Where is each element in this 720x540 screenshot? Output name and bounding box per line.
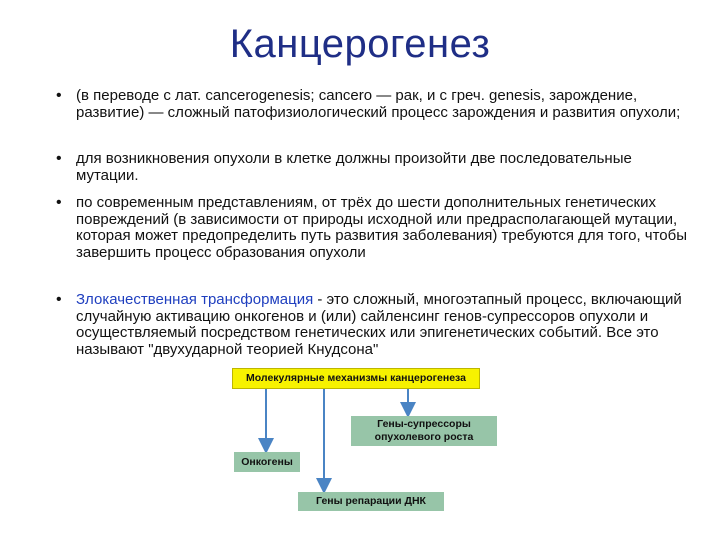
bullet-marker: •: [56, 194, 62, 211]
suppressor-line-1: Гены-супрессоры: [377, 418, 471, 430]
oncogenes-box: Онкогены: [234, 452, 300, 472]
bullet-text: для возникновения опухоли в клетке должны произойти две последовательные мутации.: [76, 150, 632, 184]
bullet-marker: •: [56, 291, 62, 308]
bullet-marker: •: [56, 150, 62, 167]
bullet-text: по современным представлениям, от трёх до шести дополнительных генетических повреждений (в зависимости от природы исходной или предрасполагающей мутации, которая может предопределить путь развития заболевания) требуются для того, чтобы завершить процесс образования опухоли: [76, 194, 688, 261]
highlight-term: Злокачественная трансформация: [76, 291, 314, 308]
suppressor-line-2: опухолевого роста: [374, 431, 474, 443]
bullet-text: (в переводе с лат. cancerogenesis; cancero — рак, и с греч. genesis, зарождение, развитие) — сложный патофизиологический процесс зарождения и развития опухоли;: [76, 87, 681, 121]
bullet-marker: •: [56, 87, 62, 104]
page-title: Канцерогенез: [229, 22, 491, 66]
suppressor-genes-box: [351, 416, 497, 446]
dna-repair-genes-box: Гены репарации ДНК: [298, 492, 444, 511]
molecular-mechanisms-box: Молекулярные механизмы канцерогенеза: [232, 368, 480, 389]
bullet-text-rest: - это сложный, многоэтапный процесс, включающий случайную активацию онкогенов и (или) сайленсинг генов-супрессоров опухоли и осуществляемый посредством генетических или эпигенетических событий. Все это называют "двухударной теорией Кнудсона": [76, 291, 682, 358]
